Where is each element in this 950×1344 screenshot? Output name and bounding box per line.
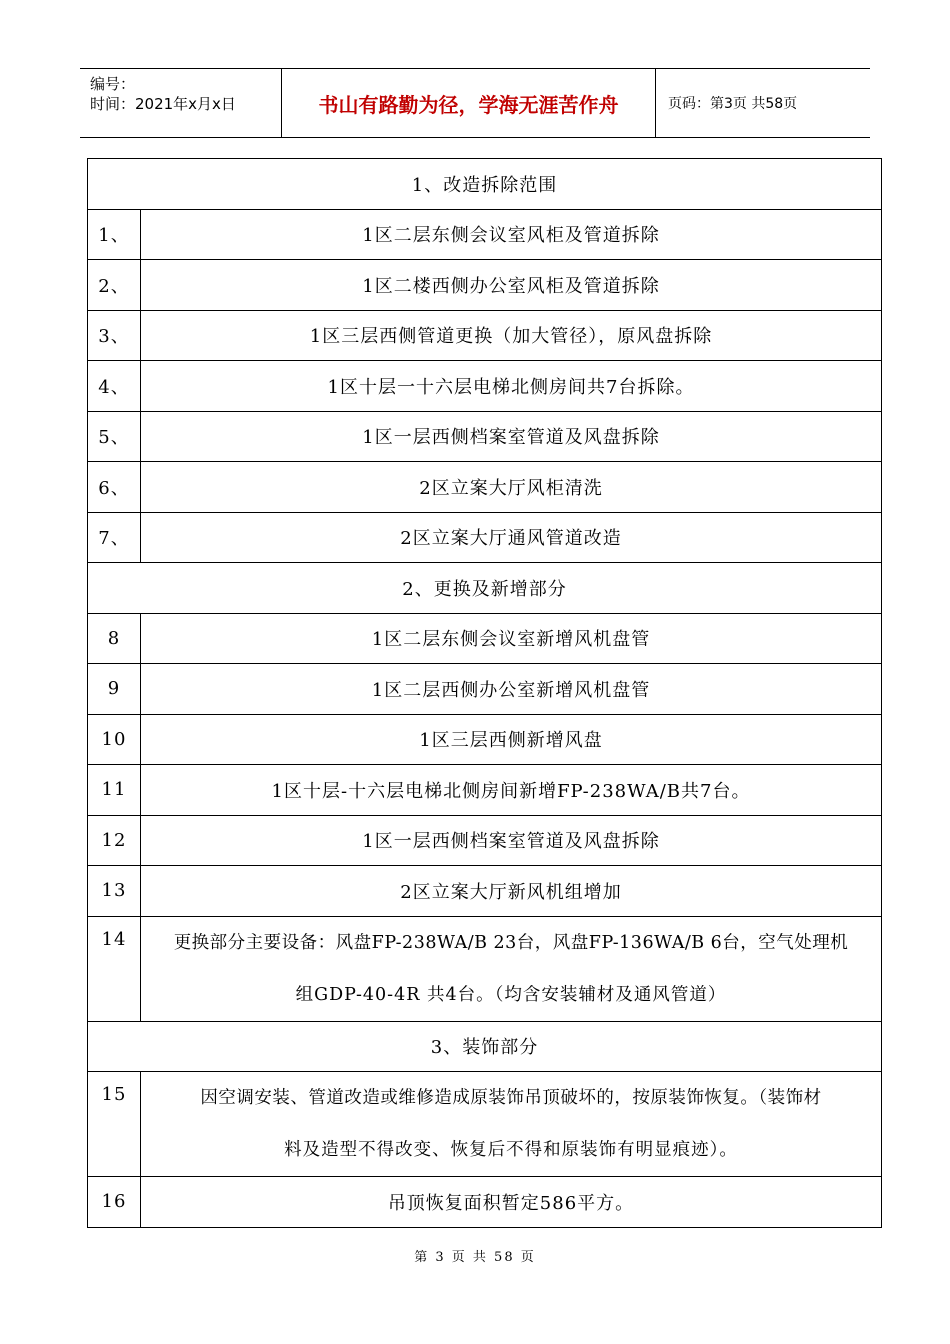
row-text: 1区三层西侧新增风盘 [141, 714, 882, 765]
row-text: 吊顶恢复面积暂定586平方。 [141, 1177, 882, 1228]
table-row [88, 310, 882, 361]
row-text: 2区立案大厅新风机组增加 [141, 866, 882, 917]
section-header-row [88, 159, 882, 210]
row-text-line: 组GDP-40-4R 共4台。（均含安装辅材及通风管道） [295, 984, 727, 1005]
row-number: 15 [88, 1072, 141, 1177]
table-row [88, 512, 882, 563]
row-text: 1区一层西侧档案室管道及风盘拆除 [141, 411, 882, 462]
row-number: 10 [88, 714, 141, 765]
table-row [88, 815, 882, 866]
row-text-line: 料及造型不得改变、恢复后不得和原装饰有明显痕迹）。 [284, 1140, 738, 1160]
row-number: 13 [88, 866, 141, 917]
document-time-label: 时间：2021年x月x日 [90, 95, 236, 113]
table-row [88, 765, 882, 816]
row-text-line: 更换部分主要设备：风盘FP-238WA/B 23台，风盘FP-136WA/B 6台，空气处理机 [173, 932, 849, 953]
row-text [141, 1072, 882, 1177]
row-text: 1区二层东侧会议室新增风机盘管 [141, 613, 882, 664]
row-text [141, 916, 882, 1021]
row-number: 5、 [88, 411, 141, 462]
section-title: 2、更换及新增部分 [88, 563, 882, 614]
table-row [88, 260, 882, 311]
row-number: 4、 [88, 361, 141, 412]
table-row [88, 209, 882, 260]
row-number: 16 [88, 1177, 141, 1228]
row-number: 3、 [88, 310, 141, 361]
row-text: 1区十层一十六层电梯北侧房间共7台拆除。 [141, 361, 882, 412]
table-row [88, 714, 882, 765]
page-footer: 第 3 页 共 58 页 [414, 1250, 536, 1265]
section-header-row [88, 1021, 882, 1072]
table-row [88, 664, 882, 715]
table-row [88, 866, 882, 917]
table-row [88, 361, 882, 412]
table-row [88, 1177, 882, 1228]
table-row [88, 411, 882, 462]
row-number: 11 [88, 765, 141, 816]
row-number: 12 [88, 815, 141, 866]
table-row [88, 1072, 882, 1177]
row-number: 2、 [88, 260, 141, 311]
row-text: 2区立案大厅通风管道改造 [141, 512, 882, 563]
row-text: 1区二层东侧会议室风柜及管道拆除 [141, 209, 882, 260]
row-text: 1区一层西侧档案室管道及风盘拆除 [141, 815, 882, 866]
row-text: 1区三层西侧管道更换（加大管径），原风盘拆除 [141, 310, 882, 361]
row-number: 8 [88, 613, 141, 664]
table-row [88, 916, 882, 1021]
section-title: 3、装饰部分 [88, 1021, 882, 1072]
table-row [88, 462, 882, 513]
table-row [88, 613, 882, 664]
header-meta [80, 69, 282, 137]
header-page-info: 页码：第3页 共58页 [668, 96, 798, 112]
section-title: 1、改造拆除范围 [88, 159, 882, 210]
row-number: 7、 [88, 512, 141, 563]
row-text: 1区二层西侧办公室新增风机盘管 [141, 664, 882, 715]
row-text: 1区二楼西侧办公室风柜及管道拆除 [141, 260, 882, 311]
row-number: 14 [88, 916, 141, 1021]
row-number: 9 [88, 664, 141, 715]
row-text: 1区十层-十六层电梯北侧房间新增FP-238WA/B共7台。 [141, 765, 882, 816]
document-number-label: 编号： [90, 75, 136, 93]
header-motto: 书山有路勤为径，学海无涯苦作舟 [282, 69, 656, 137]
row-text: 2区立案大厅风柜清洗 [141, 462, 882, 513]
row-text-line: 因空调安装、管道改造或维修造成原装饰吊顶破坏的，按原装饰恢复。（装饰材 [200, 1088, 822, 1108]
scope-table [87, 158, 882, 1228]
row-number: 1、 [88, 209, 141, 260]
section-header-row [88, 563, 882, 614]
page-header [80, 68, 870, 138]
row-number: 6、 [88, 462, 141, 513]
